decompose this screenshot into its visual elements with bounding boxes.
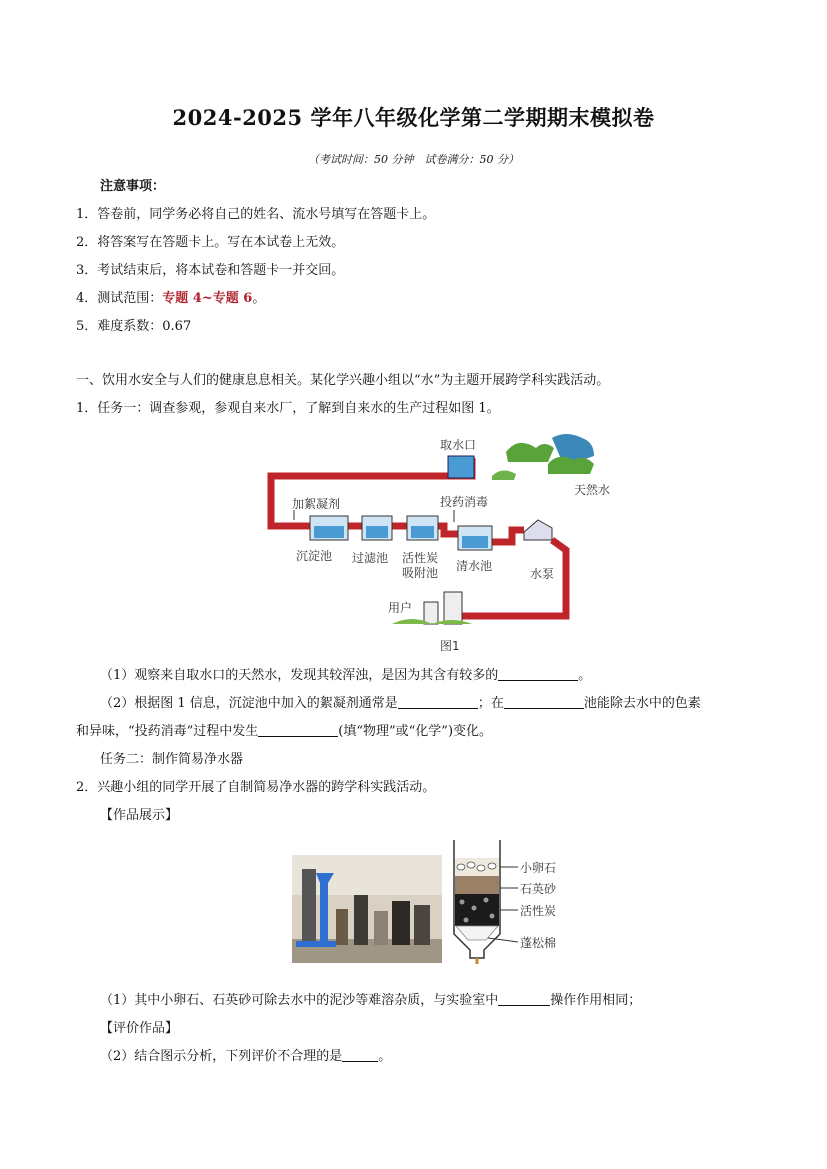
sand-layer: [455, 876, 499, 894]
scope-value: 专题 4~专题 6: [162, 291, 253, 306]
q1-1-end: 。: [578, 668, 592, 683]
q1-2-text-b: ；在: [477, 696, 504, 711]
user-label: 用户: [388, 601, 413, 615]
carbon-grain: [484, 898, 489, 903]
building-icon: [424, 602, 438, 624]
sand-label: 石英砂: [520, 882, 557, 896]
answer-blank[interactable]: [398, 695, 478, 709]
disinfect-label: 投药消毒: [440, 495, 489, 509]
answer-blank[interactable]: [498, 667, 578, 681]
bottle-icon: [302, 869, 316, 945]
clear-label: 清水池: [456, 559, 493, 573]
pebble-icon: [467, 862, 475, 868]
coagulant-label: 加絮凝剂: [292, 497, 341, 511]
intake-box: [448, 456, 474, 478]
q1-2-text: （2）根据图 1 信息，沉淀池中加入的絮凝剂通常是: [100, 696, 398, 711]
sedimentation-label: 沉淀池: [296, 549, 333, 563]
bottle-icon: [336, 909, 348, 945]
q2-1-end: 操作作用相同；: [550, 993, 642, 1008]
filter-label: 过滤池: [352, 551, 389, 565]
q2-2-end: 。: [378, 1049, 392, 1064]
natural-water-label: 天然水: [574, 483, 611, 497]
bottle-icon: [414, 905, 430, 945]
bottle-icon: [392, 901, 410, 945]
showcase-heading: 【作品展示】: [100, 808, 179, 823]
base-icon: [296, 941, 336, 947]
carbon-grain: [464, 918, 469, 923]
q1-2-text-c: 池能除去水中的色素: [583, 696, 701, 711]
pump-label: 水泵: [530, 567, 555, 581]
carbon-label: 活性炭: [402, 551, 439, 565]
answer-blank[interactable]: [504, 695, 584, 709]
carbon-label-2: 吸附池: [402, 566, 439, 580]
figure-1-caption: 图1: [440, 639, 460, 653]
bottle-icon: [354, 895, 368, 945]
filter-photo: [292, 855, 442, 963]
scope-suffix: 。: [252, 291, 266, 306]
carbon-label: 活性炭: [520, 904, 557, 918]
pebble-label: 小卵石: [520, 861, 557, 875]
bottle-icon: [374, 911, 388, 945]
question-2-1: [100, 992, 641, 1010]
tree-icon: [492, 470, 516, 480]
pebble-icon: [488, 863, 496, 869]
tank-water: [366, 526, 388, 538]
pebble-icon: [477, 865, 485, 871]
pebble-icon: [457, 864, 465, 870]
question-1-2-cont: [76, 723, 492, 741]
tank-water: [411, 526, 434, 538]
question-2: 2．兴趣小组的同学开展了自制简易净水器的跨学科实践活动。: [76, 780, 436, 795]
tree-icon: [548, 457, 594, 474]
carbon-grain: [472, 906, 477, 911]
q2-2-text: （2）结合图示分析，下列评价不合理的是: [100, 1049, 343, 1064]
question-1-1: [100, 667, 591, 685]
section-intro: 一、饮用水安全与人们的健康息息相关。某化学兴趣小组以“水”为主题开展跨学科实践活动。: [76, 373, 610, 388]
q1-1-text: （1）观察来自取水口的天然水，发现其较浑浊，是因为其含有较多的: [100, 668, 499, 683]
carbon-layer: [455, 894, 499, 926]
pump-icon: [524, 520, 552, 540]
note-item: 3．考试结束后，将本试卷和答题卡一并交回。: [76, 263, 345, 278]
q2-1-text: （1）其中小卵石、石英砂可除去水中的泥沙等难溶杂质，与实验室中: [100, 993, 499, 1008]
answer-blank[interactable]: [342, 1048, 378, 1062]
tree-icon: [506, 443, 554, 462]
exam-subtitle: （考试时间：50 分钟 试卷满分：50 分）: [308, 153, 519, 166]
answer-blank[interactable]: [498, 992, 550, 1006]
cotton-label: 蓬松棉: [520, 936, 557, 950]
question-1-2: [100, 695, 701, 713]
building-icon: [444, 592, 462, 624]
note-item: 1．答卷前，同学务必将自己的姓名、流水号填写在答题卡上。: [76, 207, 436, 222]
scope-prefix: 4．测试范围：: [76, 291, 163, 306]
carbon-grain: [460, 900, 465, 905]
q1-2-text-e: (填“物理”或“化学”)变化。: [338, 724, 493, 739]
q1-2-text-d: 和异味，“投药消毒”过程中发生: [76, 724, 259, 739]
task-2-heading: 任务二：制作简易净水器: [100, 752, 244, 767]
page-title: 2024-2025 学年八年级化学第二学期期末模拟卷: [172, 105, 655, 130]
note-item: 2．将答案写在答题卡上。写在本试卷上无效。: [76, 235, 345, 250]
pipe-segment: [438, 526, 458, 534]
carbon-grain: [490, 914, 495, 919]
intake-label: 取水口: [440, 438, 477, 452]
question-2-2: [100, 1048, 391, 1066]
figure-1-water-plant: [262, 430, 622, 656]
filter-diagram: [448, 836, 578, 966]
note-scope: [76, 290, 265, 308]
pipe-segment: [492, 530, 524, 542]
tank-water: [462, 536, 488, 548]
note-difficulty: 5．难度系数：0.67: [76, 319, 192, 334]
notes-heading: 注意事项：: [100, 179, 166, 194]
cotton-layer: [456, 926, 498, 940]
evaluate-heading: 【评价作品】: [100, 1021, 179, 1036]
answer-blank[interactable]: [258, 723, 338, 737]
tank-water: [314, 526, 344, 538]
question-1: 1．任务一：调查参观，参观自来水厂，了解到自来水的生产过程如图 1。: [76, 401, 500, 416]
